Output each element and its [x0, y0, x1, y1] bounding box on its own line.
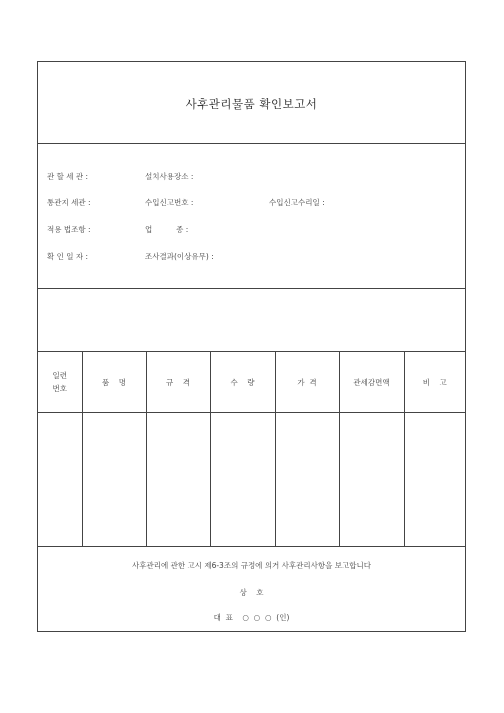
- confirm-date-label: 확 인 일 자 :: [47, 252, 89, 261]
- table-cell[interactable]: [210, 413, 275, 547]
- header-duty-reduction: 관세감면액: [339, 352, 404, 413]
- report-form: [37, 61, 466, 632]
- inspection-result-label: 조사결과(이상유무) :: [145, 252, 214, 261]
- table-row: [38, 413, 465, 547]
- table-cell[interactable]: [146, 413, 210, 547]
- table-cell[interactable]: [82, 413, 146, 547]
- header-serial-no: 일련 번호: [38, 352, 82, 413]
- table-header-row: [38, 352, 465, 413]
- header-spec: 규 격: [146, 352, 210, 413]
- items-table: [38, 352, 465, 547]
- title-section: [38, 62, 465, 144]
- header-remarks: 비 고: [404, 352, 465, 413]
- table-cell[interactable]: [339, 413, 404, 547]
- applicable-law-label: 적용 법조항 :: [47, 225, 91, 234]
- blank-section: [38, 289, 465, 352]
- header-item-name: 품 명: [82, 352, 146, 413]
- page-title: 사후관리물품 확인보고서: [185, 97, 318, 111]
- table-cell[interactable]: [38, 413, 82, 547]
- clearance-customs-label: 통관지 세관 :: [47, 198, 91, 207]
- customs-label: 관 할 세 관 :: [47, 172, 89, 181]
- import-accept-date-label: 수입신고수리일 :: [269, 198, 325, 207]
- import-decl-no-label: 수입신고번호 :: [145, 198, 194, 207]
- report-statement: 사후관리에 관한 고시 제6-3조의 규정에 의거 사후관리사항을 보고합니다: [131, 561, 372, 570]
- table-cell[interactable]: [275, 413, 339, 547]
- representative-label: 대 표 ○ ○ ○ (인): [213, 613, 290, 622]
- business-type-label: 업 종 :: [145, 225, 189, 234]
- header-price: 가 격: [275, 352, 339, 413]
- info-section: [38, 144, 465, 289]
- footer-section: [38, 547, 465, 631]
- header-quantity: 수 량: [210, 352, 275, 413]
- install-place-label: 설치사용장소 :: [145, 172, 194, 181]
- table-cell[interactable]: [404, 413, 465, 547]
- company-name-label: 상 호: [239, 588, 264, 597]
